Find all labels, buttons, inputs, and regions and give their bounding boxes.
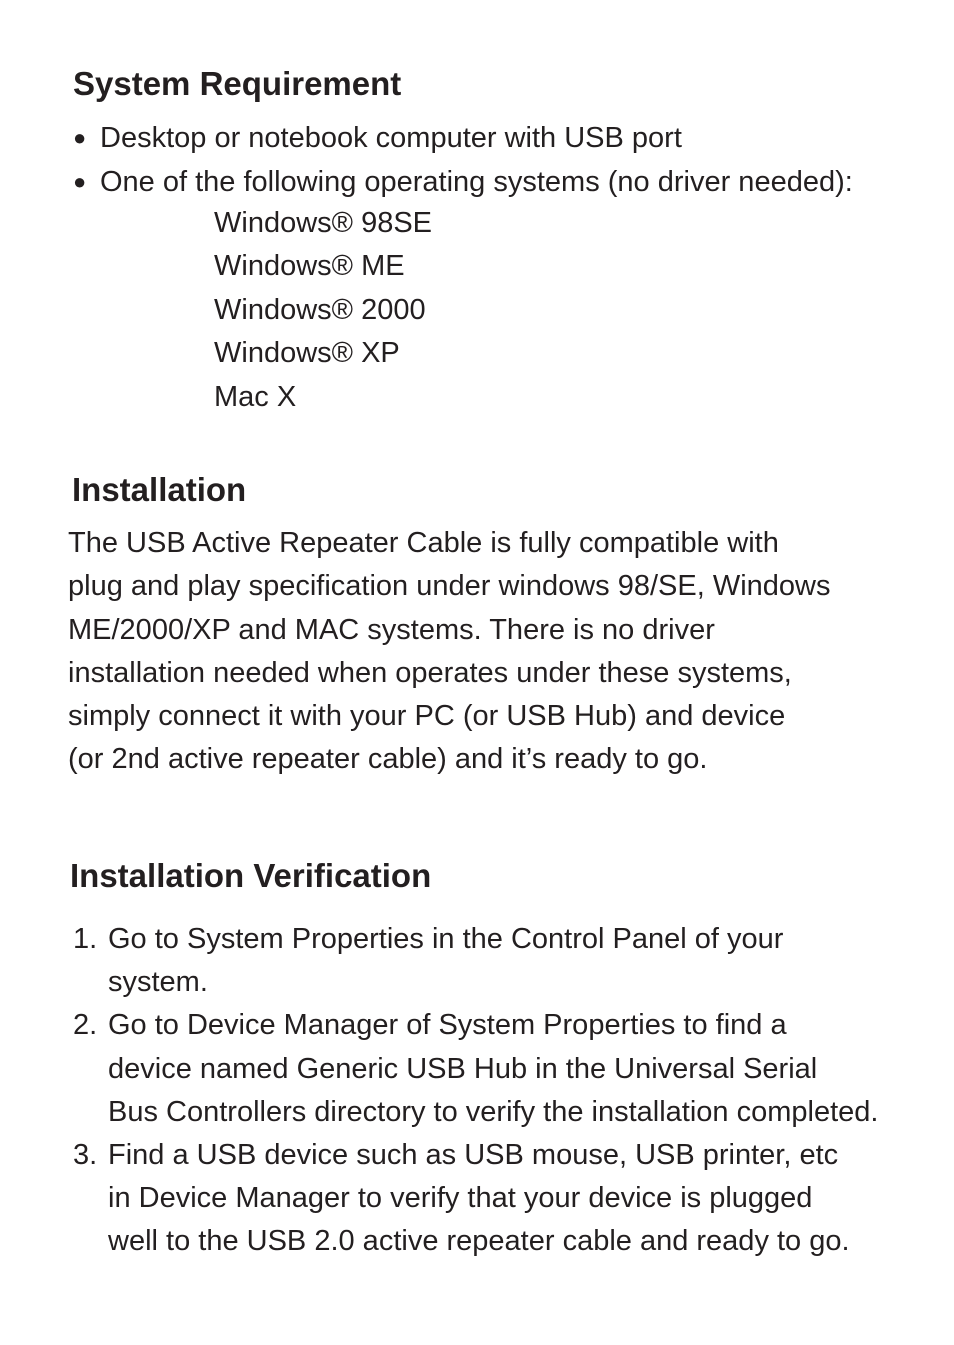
paragraph-line: simply connect it with your PC (or USB Hub) and device (68, 700, 786, 733)
list-item (73, 1004, 878, 1134)
step-number: 1. (73, 923, 98, 955)
installation-verification-heading: Installation Verification (70, 857, 432, 894)
step-number: 2. (73, 1009, 98, 1042)
list-item (73, 1134, 878, 1264)
os-item: Windows® ME (214, 250, 405, 283)
os-item: Windows® 2000 (214, 293, 426, 326)
requirement-text: Desktop or notebook computer with USB port (100, 122, 682, 154)
step-line: Bus Controllers directory to verify the installation completed. (108, 1095, 879, 1128)
paragraph-line: plug and play specification under windows 98/SE, Windows (68, 570, 831, 603)
step-number: 3. (73, 1139, 98, 1172)
step-line: device named Generic USB Hub in the Universal Serial (108, 1052, 818, 1085)
bullet-icon: ● (73, 169, 87, 195)
installation-heading: Installation (72, 471, 247, 508)
os-item: Windows® 98SE (214, 207, 433, 239)
step-line: in Device Manager to verify that your device is plugged (108, 1182, 813, 1215)
requirements-list (73, 116, 853, 205)
step-line: well to the USB 2.0 active repeater cable and ready to go. (108, 1225, 850, 1258)
step-line: Go to System Properties in the Control Panel of your (108, 923, 784, 955)
list-item (73, 160, 853, 204)
paragraph-line: (or 2nd active repeater cable) and it’s ready to go. (68, 743, 708, 776)
os-item: Windows® XP (214, 337, 400, 370)
step-line: Go to Device Manager of System Properties to find a (108, 1009, 787, 1042)
system-requirement-heading: System Requirement (73, 65, 402, 102)
list-item (73, 918, 878, 1004)
installation-paragraph (68, 522, 830, 782)
paragraph-line: installation needed when operates under these systems, (68, 656, 792, 689)
os-list (214, 202, 432, 419)
paragraph-line: The USB Active Repeater Cable is fully compatible with (68, 527, 779, 559)
step-line: Find a USB device such as USB mouse, USB printer, etc (108, 1139, 839, 1172)
os-item: Mac X (214, 380, 297, 413)
step-line: system. (108, 966, 208, 999)
requirement-text: One of the following operating systems (no driver needed): (100, 166, 853, 199)
paragraph-line: ME/2000/XP and MAC systems. There is no driver (68, 613, 715, 646)
list-item (73, 116, 853, 160)
bullet-icon: ● (73, 125, 87, 150)
verification-steps (73, 918, 878, 1264)
